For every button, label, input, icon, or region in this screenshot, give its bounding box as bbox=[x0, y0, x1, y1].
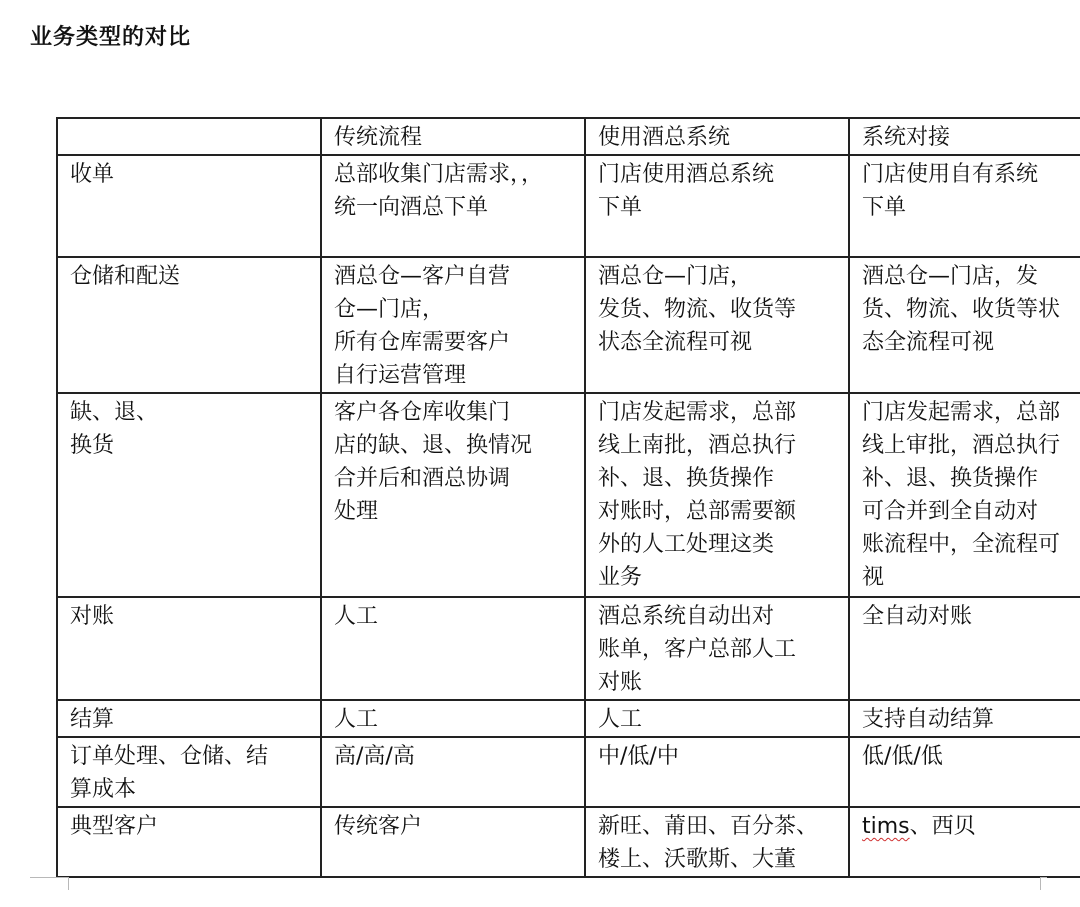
table-cell: 低/低/低 bbox=[849, 737, 1080, 807]
row-label-cell: 缺、退、 换货 bbox=[57, 393, 321, 597]
comparison-table bbox=[56, 117, 1080, 878]
table-cell: 全自动对账 bbox=[849, 597, 1080, 700]
table-cell: 人工 bbox=[321, 597, 585, 700]
row-label-cell: 结算 bbox=[57, 700, 321, 737]
table-cell: 客户各仓库收集门 店的缺、退、换情况 合并后和酒总协调 处理 bbox=[321, 393, 585, 597]
table-row bbox=[57, 155, 1080, 257]
row-label-cell: 典型客户 bbox=[57, 807, 321, 877]
cell-text: 、西贝 bbox=[909, 814, 976, 839]
table-cell: 酒总仓—门店， 发货、物流、收货等 状态全流程可视 bbox=[585, 257, 849, 393]
table-cell: 门店使用酒总系统 下单 bbox=[585, 155, 849, 257]
spellcheck-underlined-word[interactable]: tims bbox=[862, 814, 910, 839]
table-cell-typical-customer bbox=[849, 807, 1080, 877]
table-row bbox=[57, 700, 1080, 737]
table-cell: 支持自动结算 bbox=[849, 700, 1080, 737]
table-cell: 门店发起需求，总部 线上审批，酒总执行 补、退、换货操作 可合并到全自动对 账流程中，全流程可 视 bbox=[849, 393, 1080, 597]
table-row bbox=[57, 807, 1080, 877]
header-cell-traditional: 传统流程 bbox=[321, 118, 585, 155]
table-cell: 高/高/高 bbox=[321, 737, 585, 807]
table-row bbox=[57, 257, 1080, 393]
table-header-row bbox=[57, 118, 1080, 155]
page-corner-mark-right bbox=[1040, 877, 1047, 890]
header-cell-system-integration: 系统对接 bbox=[849, 118, 1080, 155]
table-row bbox=[57, 597, 1080, 700]
table-cell: 人工 bbox=[321, 700, 585, 737]
row-label-cell: 仓储和配送 bbox=[57, 257, 321, 393]
page-title: 业务类型的对比 bbox=[30, 25, 192, 50]
row-label-cell: 对账 bbox=[57, 597, 321, 700]
table-cell: 门店使用自有系统 下单 bbox=[849, 155, 1080, 257]
table-cell: 酒总仓—客户自营 仓—门店， 所有仓库需要客户 自行运营管理 bbox=[321, 257, 585, 393]
table-row bbox=[57, 737, 1080, 807]
table-cell: 中/低/中 bbox=[585, 737, 849, 807]
table-cell: 酒总仓—门店，发 货、物流、收货等状 态全流程可视 bbox=[849, 257, 1080, 393]
table-cell: 酒总系统自动出对 账单，客户总部人工 对账 bbox=[585, 597, 849, 700]
header-cell-empty bbox=[57, 118, 321, 155]
table-cell: 总部收集门店需求，， 统一向酒总下单 bbox=[321, 155, 585, 257]
header-cell-jiuzong-system: 使用酒总系统 bbox=[585, 118, 849, 155]
table-row bbox=[57, 393, 1080, 597]
table-cell: 门店发起需求，总部 线上南批，酒总执行 补、退、换货操作 对账时，总部需要额 外的人工处理这类 业务 bbox=[585, 393, 849, 597]
row-label-cell: 订单处理、仓储、结 算成本 bbox=[57, 737, 321, 807]
table-cell: 传统客户 bbox=[321, 807, 585, 877]
table-cell: 人工 bbox=[585, 700, 849, 737]
row-label-cell: 收单 bbox=[57, 155, 321, 257]
page-corner-mark-left bbox=[30, 877, 69, 890]
table-cell: 新旺、莆田、百分茶、 楼上、沃歌斯、大董 bbox=[585, 807, 849, 877]
